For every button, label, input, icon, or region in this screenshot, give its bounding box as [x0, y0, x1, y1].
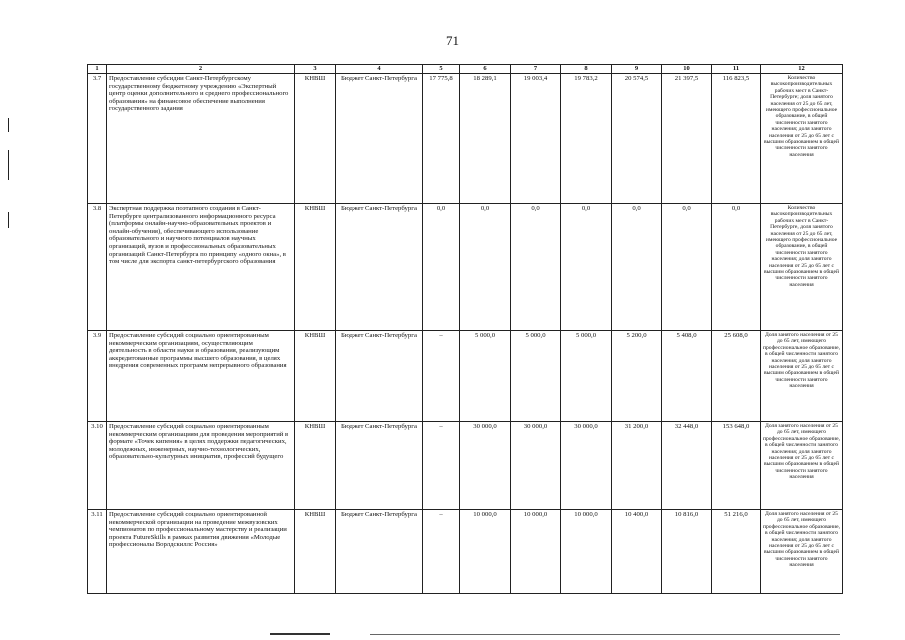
value-cell: 31 200,0	[612, 422, 662, 510]
measure-description: Предоставление субсидий социально ориентированным некоммерческим организациям для проведения мероприятий в формате «Точек кипения» в целях поддержки педагогических, молодежных, инженерных, научно-технологических, образовательно-культурных инициатив, профессий будущего	[107, 422, 295, 510]
measure-description: Предоставление субсидий социально ориентированной некоммерческой организации на проведение межвузовских чемпионатов по профессиональному мастерству и реализации проекта FutureSkills в рамках развития движения «Молодые профессионалы Ворлдскиллс Россия»	[107, 510, 295, 594]
table-row	[88, 422, 843, 510]
total-cell: 0,0	[712, 204, 761, 331]
total-cell: 116 823,5	[712, 74, 761, 204]
value-cell: 5 000,0	[460, 331, 511, 422]
header-cell: 2	[107, 65, 295, 74]
footer-line	[370, 634, 840, 635]
value-cell: 0,0	[511, 204, 561, 331]
funding-source: Бюджет Санкт-Петербурга	[336, 510, 423, 594]
header-cell: 3	[295, 65, 336, 74]
value-cell: 0,0	[561, 204, 612, 331]
row-number: 3.10	[88, 422, 107, 510]
value-cell: 5 000,0	[561, 331, 612, 422]
header-cell: 11	[712, 65, 761, 74]
value-cell: 0,0	[662, 204, 712, 331]
value-cell: 19 783,2	[561, 74, 612, 204]
page-number: 71	[446, 33, 459, 48]
table-row	[88, 331, 843, 422]
table-row	[88, 510, 843, 594]
value-cell: 21 397,5	[662, 74, 712, 204]
program-table	[87, 64, 843, 594]
value-cell: 19 003,4	[511, 74, 561, 204]
value-cell: 18 289,1	[460, 74, 511, 204]
indicator-cell: Доля занятого населения от 25 до 65 лет, имеющего профессиональное образование, в общей численности занятого населения; доля занятого населения от 25 до 65 лет с высшим образованием в общей численности занятого населения	[761, 422, 843, 510]
executor: КНВШ	[295, 510, 336, 594]
value-cell: 10 000,0	[511, 510, 561, 594]
value-cell: 10 000,0	[460, 510, 511, 594]
indicator-cell: Количество высокопроизводительных рабочих мест в Санкт-Петербурге, доля занятого населения от 25 до 65 лет, имеющего профессиональное образование, в общей численности занятого населения; доля занятого населения от 25 до 65 лет с высшим образованием в общей численности занятого населения	[761, 204, 843, 331]
margin-mark	[8, 118, 9, 132]
footer-mark	[270, 633, 330, 635]
value-cell: 20 574,5	[612, 74, 662, 204]
header-row	[88, 65, 843, 74]
value-cell: 30 000,0	[511, 422, 561, 510]
header-cell: 5	[423, 65, 460, 74]
header-cell: 4	[336, 65, 423, 74]
total-cell: 25 608,0	[712, 331, 761, 422]
funding-source: Бюджет Санкт-Петербурга	[336, 331, 423, 422]
header-cell: 7	[511, 65, 561, 74]
value-cell: –	[423, 331, 460, 422]
value-cell: 10 816,0	[662, 510, 712, 594]
indicator-cell: Доля занятого населения от 25 до 65 лет, имеющего профессиональное образование, в общей численности занятого населения; доля занятого населения от 25 до 65 лет с высшим образованием в общей численности занятого населения	[761, 331, 843, 422]
header-cell: 8	[561, 65, 612, 74]
value-cell: –	[423, 510, 460, 594]
margin-mark	[8, 150, 9, 180]
table-row	[88, 74, 843, 204]
measure-description: Предоставление субсидий социально ориентированным некоммерческим организациям, осуществляющим деятельность в области науки и образования, реализующим аккредитованные программы высшего образования, в целях внедрения современных программ непрерывного образования	[107, 331, 295, 422]
value-cell: 32 448,0	[662, 422, 712, 510]
value-cell: 5 000,0	[511, 331, 561, 422]
row-number: 3.11	[88, 510, 107, 594]
executor: КНВШ	[295, 422, 336, 510]
funding-source: Бюджет Санкт-Петербурга	[336, 74, 423, 204]
total-cell: 153 648,0	[712, 422, 761, 510]
header-cell: 10	[662, 65, 712, 74]
value-cell: –	[423, 422, 460, 510]
row-number: 3.8	[88, 204, 107, 331]
header-cell: 6	[460, 65, 511, 74]
table-row	[88, 204, 843, 331]
row-number: 3.7	[88, 74, 107, 204]
row-number: 3.9	[88, 331, 107, 422]
value-cell: 5 200,0	[612, 331, 662, 422]
header-cell: 1	[88, 65, 107, 74]
executor: КНВШ	[295, 74, 336, 204]
funding-source: Бюджет Санкт-Петербурга	[336, 204, 423, 331]
header-cell: 9	[612, 65, 662, 74]
value-cell: 5 408,0	[662, 331, 712, 422]
value-cell: 10 400,0	[612, 510, 662, 594]
value-cell: 0,0	[460, 204, 511, 331]
funding-source: Бюджет Санкт-Петербурга	[336, 422, 423, 510]
value-cell: 30 000,0	[460, 422, 511, 510]
executor: КНВШ	[295, 331, 336, 422]
indicator-cell: Количество высокопроизводительных рабочих мест в Санкт-Петербурге; доля занятого населения от 25 до 65 лет, имеющего профессиональное образование, в общей численности занятого населения; доля занятого населения от 25 до 65 лет с высшим образованием в общей численности занятого населения	[761, 74, 843, 204]
header-cell: 12	[761, 65, 843, 74]
value-cell: 30 000,0	[561, 422, 612, 510]
value-cell: 0,0	[612, 204, 662, 331]
measure-description: Экспертная поддержка поэтапного создания в Санкт-Петербурге централизованного информационного ресурса (платформы онлайн-научно-образовательных проектов и онлайн-обучения), обеспечивающего использование образовательного и научного потенциалов научных организаций, вузов и профессиональных образовательных организаций Санкт-Петербурга по принципу «одного окна», в том числе для экспорта санкт-петербургского образования	[107, 204, 295, 331]
measure-description: Предоставление субсидии Санкт-Петербургскому государственному бюджетному учреждению «Экспертный центр оценки дополнительного и среднего профессионального образования» на финансовое обеспечение выполнения государственного задания	[107, 74, 295, 204]
total-cell: 51 216,0	[712, 510, 761, 594]
value-cell: 0,0	[423, 204, 460, 331]
executor: КНВШ	[295, 204, 336, 331]
indicator-cell: Доля занятого населения от 25 до 65 лет, имеющего профессиональное образование, в общей численности занятого населения; доля занятого населения от 25 до 65 лет с высшим образованием в общей численности занятого населения	[761, 510, 843, 594]
margin-mark	[8, 212, 9, 228]
value-cell: 10 000,0	[561, 510, 612, 594]
value-cell: 17 775,8	[423, 74, 460, 204]
